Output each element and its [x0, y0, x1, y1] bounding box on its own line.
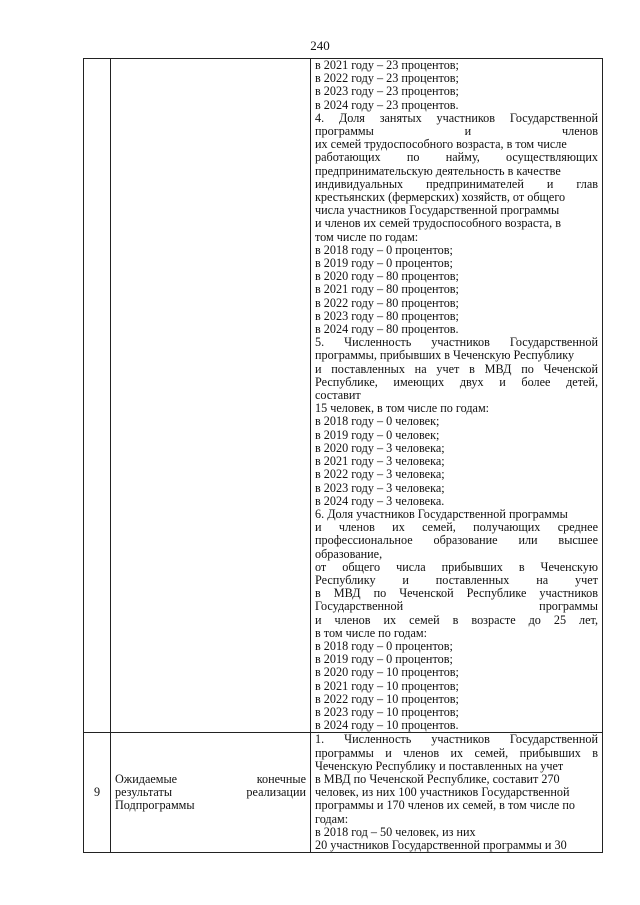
text-line: в 2019 году – 0 процентов;	[315, 653, 453, 667]
text-line: 6. Доля участников Государственной программы	[315, 507, 568, 521]
text-line: в 2023 году – 10 процентов;	[315, 705, 459, 719]
text-line: в 2024 году – 80 процентов.	[315, 323, 459, 337]
text-line: 15 человек, в том числе по годам:	[315, 402, 490, 416]
text-line: индивидуальных предпринимателей и глав	[315, 177, 598, 191]
text-line: предпринимательскую деятельность в качестве	[315, 164, 561, 178]
text-line: в МВД по Чеченской Республике участников	[315, 587, 598, 601]
label-line: Ожидаемые конечные	[115, 771, 306, 786]
text-line: годам:	[315, 812, 349, 826]
text-line: в 2019 году – 0 человек;	[315, 428, 440, 442]
text-line: и членов их семей в возрасте до 25 лет,	[315, 613, 598, 627]
text-line: в МВД по Чеченской Республике, составит 270	[315, 772, 560, 786]
page-number: 240	[310, 38, 330, 53]
text-line: числа участников Государственной программы	[315, 204, 560, 218]
text-line: в 2018 году – 0 человек;	[315, 415, 440, 429]
text-line: в 2021 году – 23 процентов;	[315, 59, 459, 72]
table-row	[84, 733, 603, 853]
text-line: от общего числа прибывших в Чеченскую	[315, 560, 598, 574]
text-line: в 2021 году – 80 процентов;	[315, 283, 459, 297]
row-content-cell	[311, 59, 603, 733]
text-line: и членов их семей, получающих среднее	[315, 521, 598, 535]
text-line: 4. Доля занятых участников Государственной	[315, 111, 598, 125]
text-line: в 2018 год – 50 человек, из них	[315, 825, 476, 839]
text-line: том числе по годам:	[315, 230, 419, 244]
text-line: в 2022 году – 10 процентов;	[315, 692, 459, 706]
text-line: в 2018 году – 0 процентов;	[315, 243, 453, 257]
text-line: крестьянских (фермерских) хозяйств, от общего	[315, 191, 566, 205]
text-line: в 2024 году – 3 человека.	[315, 494, 445, 508]
text-line: их семей трудоспособного возраста, в том числе	[315, 138, 567, 152]
text-line: в 2019 году – 0 процентов;	[315, 257, 453, 271]
text-line: в том числе по годам:	[315, 626, 427, 640]
text-line: 1. Численность участников Государственной	[315, 733, 598, 747]
text-line: Чеченскую Республику и поставленных на учет	[315, 759, 564, 773]
row-number-cell	[84, 59, 111, 733]
text-line: Республику и поставленных на учет	[315, 573, 598, 587]
subprogram-table	[83, 58, 603, 853]
text-line: составит	[315, 389, 361, 403]
row-label-cell	[111, 59, 311, 733]
text-line: программы и членов их семей, прибывших в	[315, 746, 598, 760]
text-line: Государственной программы	[315, 600, 598, 614]
text-line: программы и членов	[315, 125, 598, 139]
text-line: и членов их семей трудоспособного возраста, в	[315, 217, 561, 231]
label-line: Подпрограммы	[115, 798, 195, 813]
text-line: в 2024 году – 23 процентов.	[315, 98, 459, 112]
text-line: человек, из них 100 участников Государственной	[315, 786, 570, 800]
text-line: Республике, имеющих двух и более детей,	[315, 375, 598, 389]
text-line: в 2018 году – 0 процентов;	[315, 639, 453, 653]
text-line: 20 участников Государственной программы и 30	[315, 838, 567, 852]
text-line: в 2022 году – 23 процентов;	[315, 72, 459, 86]
text-line: образование,	[315, 547, 383, 561]
text-line: работающих по найму, осуществляющих	[315, 151, 598, 165]
text-line: в 2020 году – 3 человека;	[315, 441, 445, 455]
text-line: в 2023 году – 80 процентов;	[315, 309, 459, 323]
row-number-cell: 9	[84, 733, 111, 853]
text-line: в 2021 году – 10 процентов;	[315, 679, 459, 693]
text-line: профессиональное образование или высшее	[315, 534, 598, 548]
row-content-cell	[311, 733, 603, 853]
text-line: программы, прибывших в Чеченскую Республику	[315, 349, 575, 363]
text-line: 5. Численность участников Государственной	[315, 336, 598, 350]
text-line: в 2020 году – 80 процентов;	[315, 270, 459, 284]
text-line: в 2022 году – 80 процентов;	[315, 296, 459, 310]
table-row	[84, 59, 603, 733]
text-line: программы и 170 членов их семей, в том числе по	[315, 799, 575, 813]
text-line: в 2021 году – 3 человека;	[315, 455, 445, 469]
text-line: в 2024 году – 10 процентов.	[315, 719, 459, 733]
text-line: в 2023 году – 23 процентов;	[315, 85, 459, 99]
text-line: в 2022 году – 3 человека;	[315, 468, 445, 482]
text-line: в 2023 году – 3 человека;	[315, 481, 445, 495]
text-line: в 2020 году – 10 процентов;	[315, 666, 459, 680]
row-label-cell	[111, 733, 311, 853]
text-line: и поставленных на учет в МВД по Чеченской	[315, 362, 598, 376]
label-line: результаты реализации	[115, 785, 306, 800]
